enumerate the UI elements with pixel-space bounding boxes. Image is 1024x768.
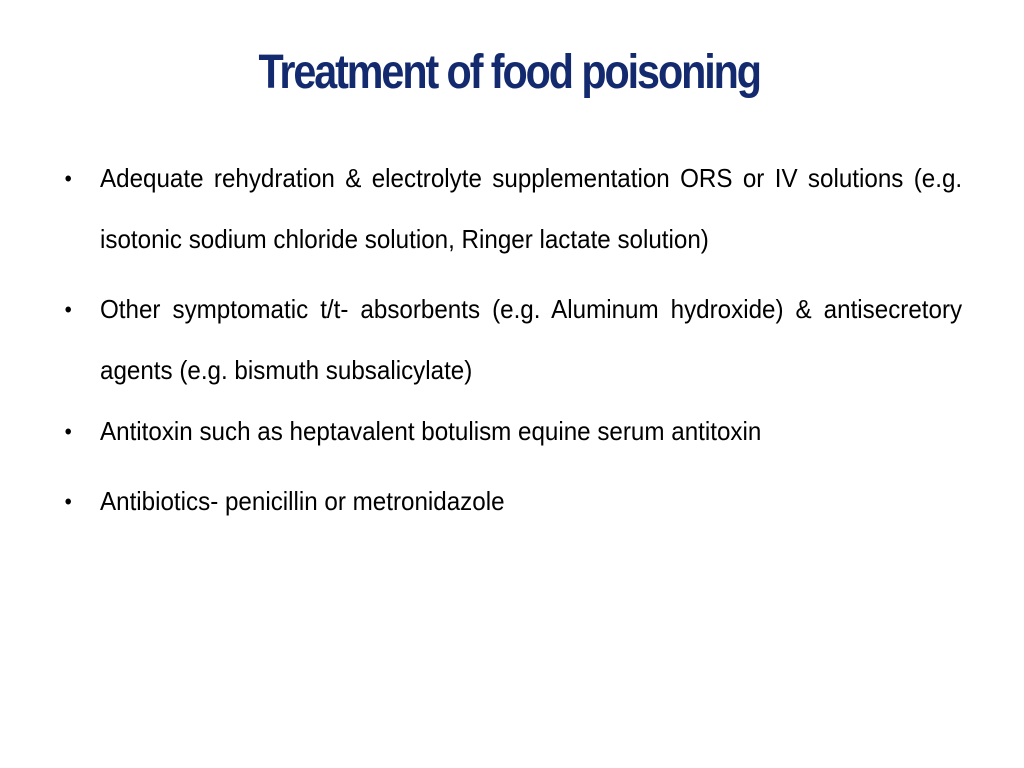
bullet-text: Other symptomatic t/t- absorbents (e.g. Aluminum hydroxide) & antisecretory agents (e.g. bismuth subsalicylate) (100, 294, 963, 385)
bullet-text: Antibiotics- penicillin or metronidazole (100, 486, 505, 516)
list-item (64, 148, 963, 270)
bullet-text: Adequate rehydration & electrolyte supplementation ORS or IV solutions (e.g. isotonic sodium chloride solution, Ringer lactate solution) (100, 163, 963, 254)
bullet-icon: • (64, 166, 72, 191)
bullet-text: Antitoxin such as heptavalent botulism equine serum antitoxin (100, 416, 762, 446)
bullet-icon: • (64, 489, 72, 514)
list-item (64, 279, 963, 401)
slide-title: Treatment of food poisoning (258, 46, 760, 99)
list-item (64, 401, 962, 462)
bullet-icon: • (64, 419, 72, 444)
bullet-list (64, 148, 963, 541)
list-item (64, 471, 962, 532)
bullet-icon: • (64, 297, 72, 322)
